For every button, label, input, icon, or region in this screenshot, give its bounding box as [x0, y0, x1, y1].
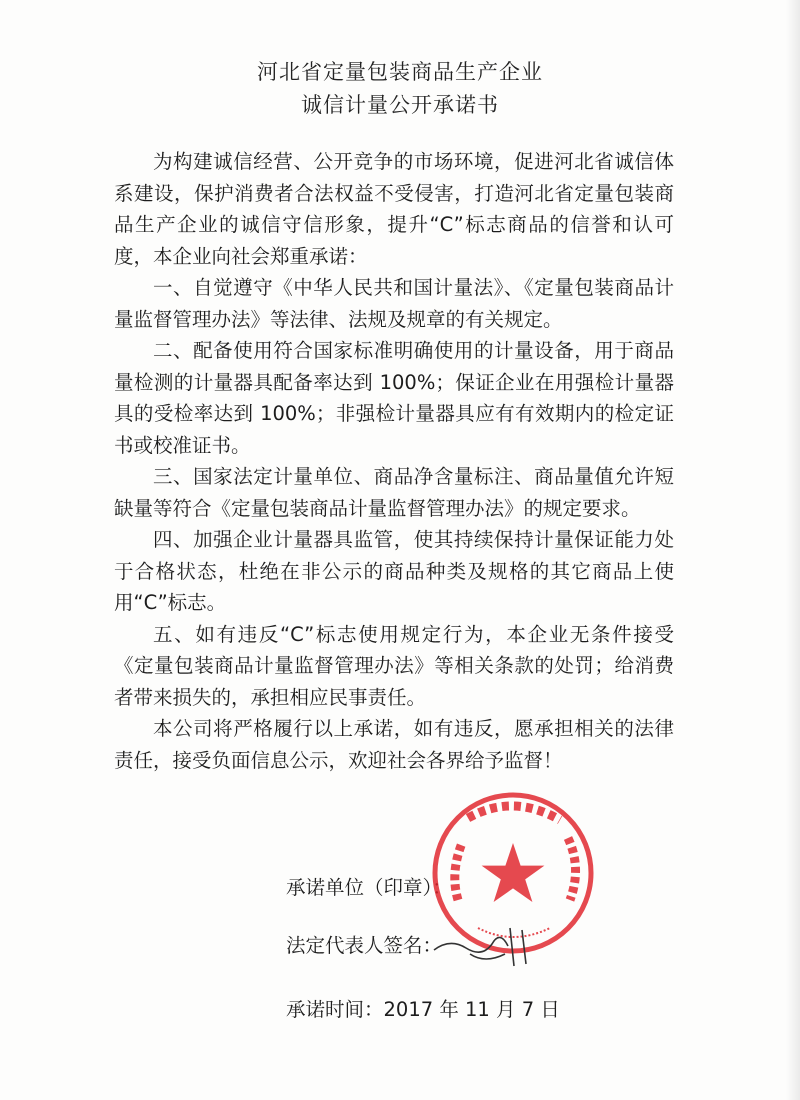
- paragraph-closing: 本公司将严格履行以上承诺，如有违反，愿承担相关的法律责任，接受负面信息公示，欢迎社会各界给予监督！: [114, 717, 674, 772]
- paragraph-item-4: 四、加强企业计量器具监管，使其持续保持计量保证能力处于合格状态，杜绝在非公示的商品种类及规格的其它商品上使用“C”标志。: [114, 528, 674, 614]
- page-edge-shadow: [786, 0, 800, 1100]
- legal-rep-label: 法定代表人签名：: [286, 934, 443, 957]
- paragraph-item-2: 二、配备使用符合国家标准明确使用的计量设备，用于商品量检测的计量器具配备率达到 100%；保证企业在用强检计量器具的受检率达到 100%；非强检计量器具应有有效期内的检定证书或校准证书。: [114, 339, 674, 457]
- document-subtitle: 诚信计量公开承诺书: [301, 93, 499, 117]
- signing-unit-label: 承诺单位（印章）：: [286, 876, 452, 899]
- paragraph-item-5: 五、如有违反“C”标志使用规定行为，本企业无条件接受《定量包装商品计量监督管理办法》等相关条款的处罚；给消费者带来损失的，承担相应民事责任。: [114, 622, 674, 709]
- commitment-date: 承诺时间：2017 年 11 月 7 日: [286, 998, 560, 1021]
- paragraph-item-1: 一、自觉遵守《中华人民共和国计量法》、《定量包装商品计量监督管理办法》等法律、法规及规章的有关规定。: [114, 276, 674, 331]
- document-title: 河北省定量包装商品生产企业: [257, 60, 543, 84]
- handwritten-signature: [430, 920, 540, 968]
- paragraph-item-3: 三、国家法定计量单位、商品净含量标注、商品量值允许短缺量等符合《定量包装商品计量监督管理办法》的规定要求。: [114, 465, 674, 520]
- document-body: [114, 146, 674, 776]
- paragraph-intro: 为构建诚信经营、公开竞争的市场环境，促进河北省诚信体系建设，保护消费者合法权益不受侵害，打造河北省定量包装商品生产企业的诚信守信形象，提升“C”标志商品的信誉和认可度，本企业向社会郑重承诺：: [114, 150, 674, 268]
